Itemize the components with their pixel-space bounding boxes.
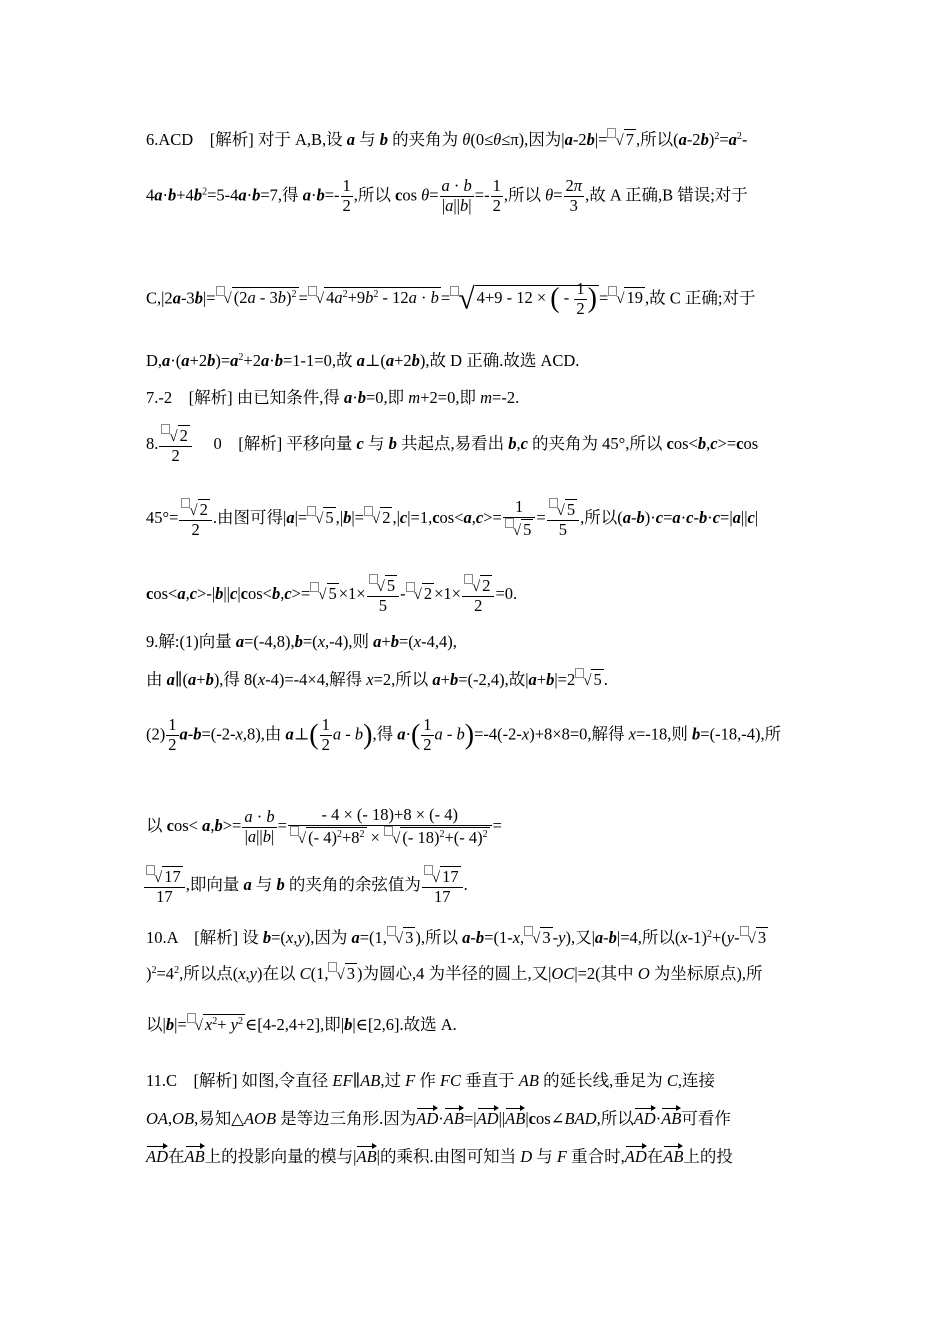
q10-line-2: )$^2=4^2$,所以点(x,y)在以 C(1, √ 3 )为圆心,4 为半径的圆上,又|OC|=2(其中 O 为坐标原点),所 — [146, 964, 763, 983]
q11-line-2: OA,OB,易知△AOB 是等边三角形.因为AD·AB=|AD||AB|cos∠BAD,所以AD·AB可看作 — [146, 1109, 731, 1128]
q9-line-2: 由 a∥(a+b),得 8(x-4)=-4×4,解得 x=2,所以 a+b=(-2,4),故|a+b|=2 √ 5 . — [146, 670, 608, 689]
q7-line-1: 7.-2 [解析] 由已知条件,得 a·b=0,即 m+2=0,即 m=-2. — [146, 388, 520, 407]
q10-line-1: 10.A [解析] 设 b=(x,y),因为 a=(1, √ 3 ),所以 a-b=(1-x, √ 3 -y),又|a-b|=4,所以$(x-1)^2+(y-$ √ 3 — [146, 928, 767, 947]
q11-line-1: 11.C [解析] 如图,令直径 EF∥AB,过 F 作 FC 垂直于 AB 的延长线,垂足为 C,连接 — [146, 1071, 715, 1090]
q6-line-1: 6.ACD [解析] 对于 A,B,设 a 与 b 的夹角为 θ(0≤θ≤π),因为|a-2b|= √ 7 ,所以$(a-2b)^2=a^2-$ — [146, 130, 748, 149]
q9-line-1: 9.解:(1)向量 a=(-4,8),b=(x,-4),则 a+b=(x-4,4), — [146, 632, 457, 651]
q9-line-3: (2) $\frac{1}{2}$ a-b=(-2-x,8),由 a⊥( $\frac{1}{2}$ a - b),得 a·( $\frac{1}{2}$ a - b)=-4(-2-x)+8×8=0,解得 x=-18,则 b=(-18,-4),所 — [146, 715, 782, 754]
q6-line-4: $D,a\cdot(a+2b)=a^2+2a\cdot b=1-1=0$,故 a⊥(a+2b),故 D 正确.故选 ACD. — [146, 351, 580, 370]
q8-line-3: cos<a,c>-|b||c|cos<b,c>= √ 5 ×1× $\frac{√ 5}{5}$ - √ 2 ×1× $\frac{√ 2}{2}$ =0. — [146, 576, 518, 616]
q8-line-1: 8. $\frac{√ 2}{2}$ 0 [解析] 平移向量 c 与 b 共起点,易看出 b,c 的夹角为 45°,所以 cos<b,c>=cos — [146, 426, 759, 466]
q8-line-2: 45°= $\frac{√ 2}{2}$ .由图可得|a|= √ 5 ,|b|= √ 2 ,|c|=1,cos<a,c>= $\frac{1}{√ 5}$ = $\frac{√ 5}{5}$ ,所以(a-b)·c=a·c-b·c=|a||c| — [146, 497, 759, 540]
q10-line-3: 以|b|= √ $x^2+ y^2$ ∈[4-2,4+2],即|b|∈[2,6].故选 A. — [146, 1015, 457, 1034]
q9-line-5: $\frac{√ 17}{17}$ ,即向量 a 与 b 的夹角的余弦值为 $\frac{√ 17}{17}$ . — [146, 865, 468, 907]
q6-line-2: $4a\cdot b+4b^2=5-4a\cdot b=7$,得 a·b=- $\frac{1}{2}$ ,所以 cos θ= $\frac{a \cdot b}{|a||b|}$ =- $\frac{1}{2}$ ,所以 θ= $\frac{2\pi}{3}$ ,故 A 正确,B 错误;对于 — [146, 176, 748, 215]
q6-line-3: C,|2a-3b|= √ (2a - 3b)$^2$ = √ $4a^2+9b^2 - 12a \cdot b$ = √ 4+9 - 12 × ( - $\frac{1}{2}$ ) = √ 19 ,故 C 正确;对于 — [146, 279, 756, 318]
q9-line-4: 以 cos< a,b>= $\frac{a \cdot b}{|a||b|}$ = $\frac{- 4 \times (- 18)+8 \times (- 4)}{√ (- 4)^2+8^2 \times √ (- 18)^2+(- 4)^2}$ = — [146, 805, 502, 847]
q11-line-3: AD在AB上的投影向量的模与|AB|的乘积.由图可知当 D 与 F 重合时,AD在AB上的投 — [146, 1147, 733, 1166]
